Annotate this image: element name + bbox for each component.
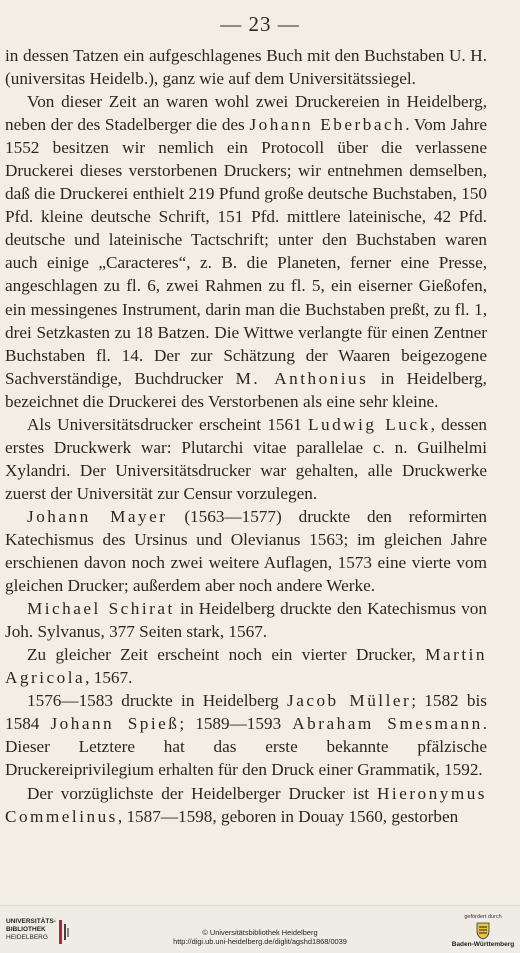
paragraph-2 — [5, 90, 487, 413]
paragraph-8 — [5, 782, 487, 828]
paragraph-6 — [5, 643, 487, 689]
printer-name-agricola: Martin Agricola — [5, 645, 487, 688]
printer-name-mayer: Johann Mayer — [27, 506, 168, 526]
text-run: ; 1582 bis 1584 — [5, 691, 487, 734]
page-number: — 23 — — [220, 12, 300, 36]
text-run: (1563—1577) druckte den reformirten Katechismus des Ursinus und Olevianus 1563; im gleichen Jahre erschienen davon noch zwei weitere Auflagen, 1573 eine vierte vom gleichen Drucker; außerdem aber noch andere Werke. — [5, 506, 487, 596]
library-name-line2: BIBLIOTHEK — [6, 926, 46, 933]
paragraph-1: in dessen Tatzen ein aufgeschlagenes Buch mit den Buchstaben U. H. (universitas Heidelb.), ganz wie auf dem Universitätssiegel. — [5, 46, 487, 89]
text-run: Von dieser Zeit an waren wohl zwei Druckereien in Heidelberg, neben der des Stadelberger die des — [5, 92, 487, 135]
text-run: , 1567. — [85, 668, 133, 688]
text-run: ; 1589—1593 — [179, 714, 293, 734]
funded-by-label: gefördert durch — [464, 914, 502, 920]
printer-name-schirat: Michael Schirat — [27, 599, 175, 619]
paragraph-5 — [5, 597, 487, 643]
printer-name-eberbach: Johann Eberbach — [249, 115, 406, 135]
text-run: Zu gleicher Zeit erscheint noch ein vierter Drucker, — [27, 645, 426, 665]
paragraph-7 — [5, 689, 487, 781]
library-emblem-icon — [58, 918, 70, 946]
copyright-text: © Universitätsbibliothek Heidelberg — [202, 928, 318, 937]
funder-name: Baden-Württemberg — [451, 941, 515, 948]
paragraph-3 — [5, 413, 487, 505]
printer-name-smesmann: Abraham Smesmann — [292, 714, 483, 734]
text-run: in Heidelberg druckte den Katechismus von Joh. Sylvanus, 377 Seiten stark, 1567. — [5, 599, 487, 642]
library-logo — [6, 918, 66, 948]
text-run: , 1587—1598, geboren in Douay 1560, gestorben — [117, 806, 459, 826]
printer-name-luck: Ludwig Luck — [308, 414, 431, 434]
paragraph-4 — [5, 505, 487, 597]
text-run: in Heidelberg, bezeichnet die Druckerei des Verstorbenen als eine sehr kleine. — [5, 368, 487, 411]
printer-name-anthonius: M. Anthonius — [235, 368, 369, 388]
printer-name-spiess: Johann Spieß — [50, 714, 180, 734]
text-run: Der vorzüglichste der Heidelberger Drucker ist — [27, 783, 378, 803]
permalink-url[interactable]: http://digi.ub.uni-heidelberg.de/diglit/agshd1868/0039 — [173, 937, 347, 946]
footer-credits — [110, 928, 410, 946]
page-body-text — [5, 44, 487, 828]
text-run: 1576—1583 druckte in Heidelberg — [27, 691, 288, 711]
printer-name-commelinus: Hieronymus Commelinus — [5, 783, 487, 826]
text-run: Als Universitätsdrucker erscheint 1561 — [27, 414, 308, 434]
state-crest-icon — [476, 922, 490, 940]
printer-name-mueller: Jacob Müller — [287, 691, 412, 711]
funder-badge — [451, 914, 515, 948]
text-run: . Vom Jahre 1552 besitzen wir nemlich ein Protocoll über die verlassene Druckerei dieses verstorbenen Druckers; wir entnehmen demselben, daß die Druckerei enthielt 219 Pfund große deutsche Buchstaben, 150 Pfd. kleine deutsche Schrift, 151 Pfd. mittlere lateinische, 42 Pfd. deutsche und lateinische Tactschrift; unter den Buchstaben waren auch einige „Caracteres“, z. B. die Planeten, ferner eine Presse, angeschlagen zu fl. 6, zwei Rahmen zu fl. 5, ein eiserner Gießofen, ein messingenes Instrument, darin man die Buchstaben preßt, zu fl. 1, drei Setzkasten zu 18 Batzen. Die Wittwe verlangte für einen Zentner Buchstaben fl. 14. Der zur Schätzung der Waaren beigezogene Sachverständige, Buchdrucker — [5, 115, 487, 388]
text-run: . Dieser Letztere hat das erste bekannte pfälzische Druckereiprivilegium erhalten für den Druck einer Grammatik, 1592. — [5, 714, 488, 780]
library-name-line1: UNIVERSITÄTS- — [6, 918, 56, 925]
viewer-footer — [0, 905, 520, 953]
text-run: , dessen erstes Druckwerk war: Plutarchi vitae parallelae c. n. Guilhelmi Xylandri. Der Universitätsdrucker war gehalten, alle Druckwerke zuerst der Universität zur Censur vorzulegen. — [5, 414, 487, 503]
library-name-line3: HEIDELBERG — [6, 934, 48, 941]
